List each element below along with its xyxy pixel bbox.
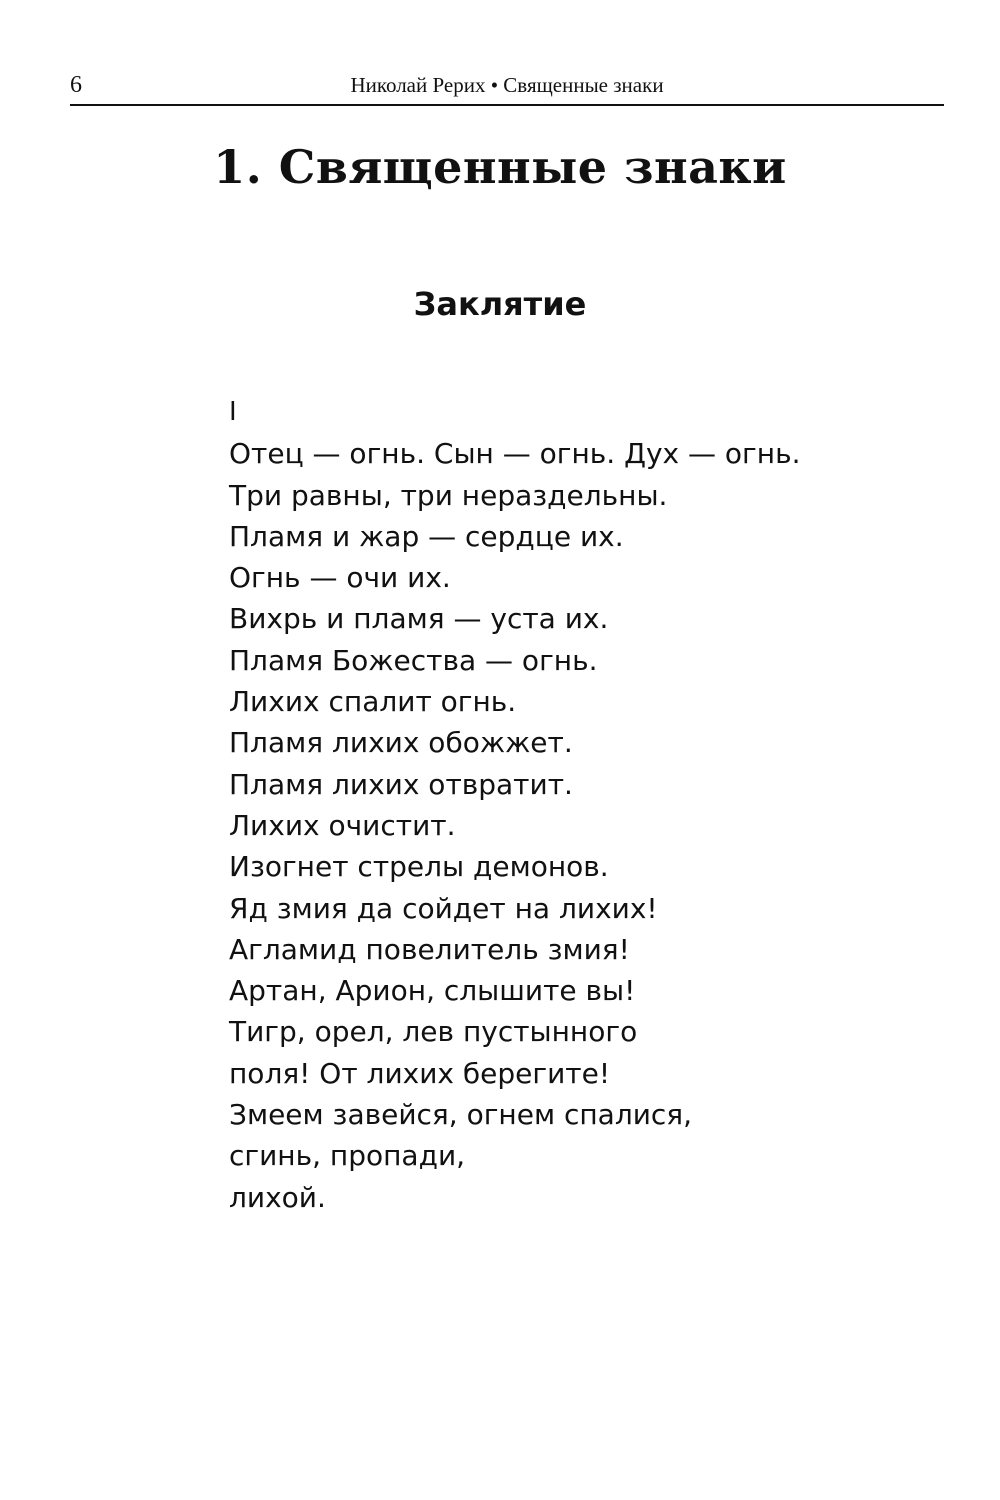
poem-line: Пламя Божества — огнь. <box>229 643 598 677</box>
poem-line: Яд змия да сойдет на лихих! <box>229 891 658 925</box>
running-header <box>70 70 944 106</box>
poem-line: лихой. <box>229 1180 326 1214</box>
chapter-title: 1. Священные знаки <box>213 140 787 194</box>
poem-line: Пламя лихих обожжет. <box>229 726 573 760</box>
page-number: 6 <box>70 72 82 98</box>
poem-line: Пламя и жар — сердце их. <box>229 519 624 553</box>
poem-line: Три равны, три нераздельны. <box>229 478 668 512</box>
poem-text <box>229 392 800 1218</box>
poem-title: Заклятие <box>413 285 587 323</box>
poem-line: Вихрь и пламя — уста их. <box>229 602 609 636</box>
poem-line: Тигр, орел, лев пустынного <box>229 1015 638 1049</box>
poem-line: Артан, Арион, слышите вы! <box>229 974 636 1008</box>
poem-line: Лихих очистит. <box>229 808 456 842</box>
poem-line: Лихих спалит огнь. <box>229 685 517 719</box>
poem-line: Пламя лихих отвратит. <box>229 767 573 801</box>
poem-line: Агламид повелитель змия! <box>229 932 630 966</box>
poem-line: Изогнет стрелы демонов. <box>229 850 609 884</box>
running-title: Николай Рерих • Священные знаки <box>350 73 664 97</box>
poem-line: Отец — огнь. Сын — огнь. Дух — огнь. <box>229 437 801 471</box>
poem-line: поля! От лихих берегите! <box>229 1056 611 1090</box>
section-number: I <box>229 397 237 427</box>
poem-line: Огнь — очи их. <box>229 561 451 595</box>
poem-line: Змеем завейся, огнем спалися, <box>229 1098 693 1132</box>
poem-line: сгинь, пропади, <box>229 1139 466 1173</box>
